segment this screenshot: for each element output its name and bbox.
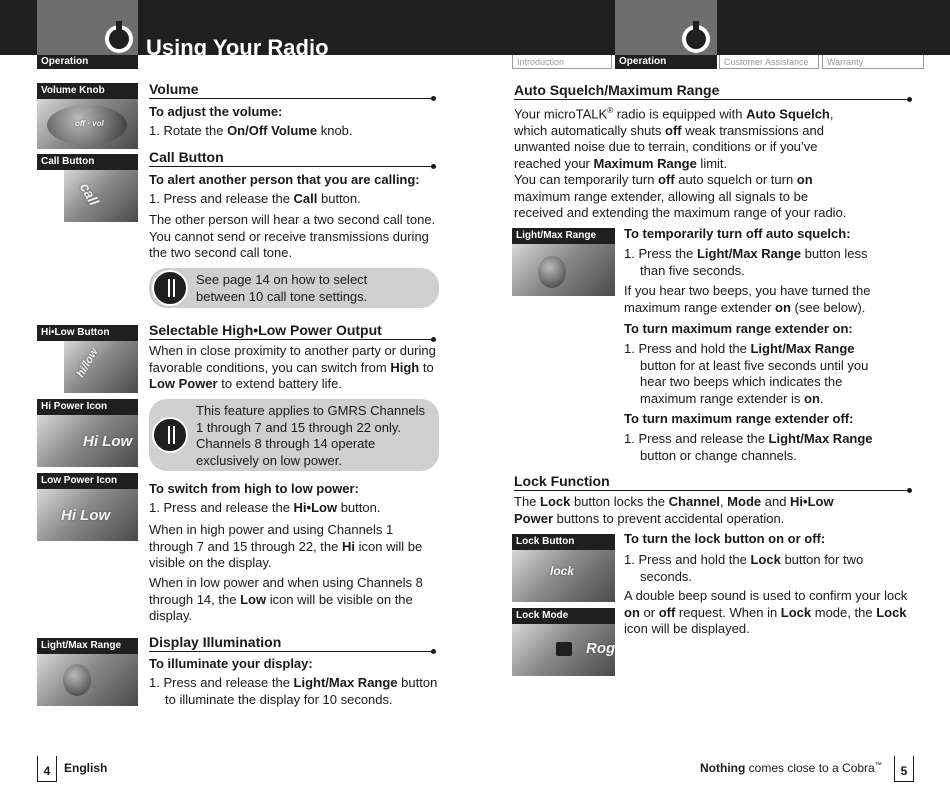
sidebar-label-light-max-range-right: Light/Max Range [512,228,615,244]
volume-subheading: To adjust the volume: [149,104,283,119]
cobra-logo-icon [99,17,139,57]
bulb-icon [63,664,91,696]
call-note: See page 14 on how to select between 10 call tone settings. [149,268,439,308]
power-note: This feature applies to GMRS Channels 1 through 7 and 15 through 22 only. Channels 8 through 14 operate exclusively on low power. [149,399,439,471]
squelch-step-2: 1. Press and hold the Light/Max Range button for at least five seconds until you hear two beeps which indicates the maximum range extender is on. [624,341,869,406]
squelch-step-1: 1. Press the Light/Max Range button less than five seconds. [624,246,868,278]
call-paragraph: The other person will hear a two second call tone. You cannot send or receive transmissions during the two second call tone. [149,212,436,260]
lock-step-1: 1. Press and hold the Lock button for two seconds. [624,552,864,584]
lock-paragraph-1: The Lock button locks the Channel, Mode and Hi•Low Power buttons to prevent accidental operation. [514,494,834,526]
low-power-icon-image: Hi Low [37,489,138,541]
sidebar-label-hilow-button: Hi•Low Button [37,325,138,341]
sidebar-label-hi-power-icon: Hi Power Icon [37,399,138,415]
page-number-left: 4 [37,756,57,782]
section-call-button-heading: Call Button [149,149,434,167]
footer-tagline: Nothing comes close to a Cobra™ [700,761,882,775]
volume-step-1: 1. Rotate the On/Off Volume knob. [149,123,353,138]
sidebar-label-call-button: Call Button [37,154,138,170]
bulb-icon [538,256,566,288]
sidebar-label-volume-knob: Volume Knob [37,83,138,99]
tab-introduction[interactable]: Introduction [512,55,612,69]
hi-power-icon-image: Hi Low [37,415,138,467]
sidebar-label-lock-mode: Lock Mode [512,608,615,624]
squelch-paragraph-3: If you hear two beeps, you have turned the maximum range extender on (see below). [624,283,871,315]
sidebar-label-low-power-icon: Low Power Icon [37,473,138,489]
lock-icon [556,642,572,656]
light-max-range-image-right [512,244,615,296]
squelch-step-3: 1. Press and release the Light/Max Range button or change channels. [624,431,873,463]
tab-warranty[interactable]: Warranty [822,55,924,69]
page-number-right: 5 [894,756,914,782]
light-max-range-image [37,654,138,706]
operation-tab-label: Operation [37,55,138,69]
power-paragraph-2: When in high power and using Channels 1 through 7 and 15 through 22, the Hi icon will be visible on the display. [149,522,423,570]
section-power-heading: Selectable High•Low Power Output [149,322,434,340]
lock-paragraph-2: A double beep sound is used to confirm your lock on or off request. When in Lock mode, the Lock icon will be displayed. [624,588,908,636]
section-volume-heading: Volume [149,81,434,99]
squelch-subheading-2: To turn maximum range extender on: [624,321,853,336]
display-step-1: 1. Press and release the Light/Max Range button to illuminate the display for 10 seconds. [149,675,438,707]
section-display-heading: Display Illumination [149,634,434,652]
section-squelch-heading: Auto Squelch/Maximum Range [514,82,910,100]
volume-knob-image: off · vol [37,99,138,149]
info-icon [152,417,188,453]
lock-mode-image: Rog [512,624,615,676]
lock-button-image: lock [512,550,615,602]
operation-tab-right-label: Operation [615,55,717,69]
section-lock-heading: Lock Function [514,473,910,491]
display-subheading: To illuminate your display: [149,656,313,671]
cobra-logo-icon-right [676,17,716,57]
page-title: Using Your Radio [146,35,329,60]
footer-language: English [64,761,108,775]
squelch-subheading-3: To turn maximum range extender off: [624,411,854,426]
squelch-subheading-1: To temporarily turn off auto squelch: [624,226,851,241]
sidebar-label-lock-button: Lock Button [512,534,615,550]
hilow-button-image: hi/low [64,341,138,393]
sidebar-label-light-max-range: Light/Max Range [37,638,138,654]
call-button-image: call [64,170,138,222]
lock-subheading: To turn the lock button on or off: [624,531,826,546]
call-step-1: 1. Press and release the Call button. [149,191,361,206]
squelch-paragraph-1: Your microTALK® radio is equipped with Auto Squelch, which automatically shuts off weak transmissions and unwanted noise due to terrain, conditions or if you’ve reached your Maximum Range limit. [514,106,834,171]
power-paragraph-3: When in low power and when using Channels 8 through 14, the Low icon will be visible on the display. [149,575,423,623]
power-paragraph: When in close proximity to another party or during favorable conditions, you can switch from High to Low Power to extend battery life. [149,343,436,391]
info-icon [152,270,188,306]
power-step-1: 1. Press and release the Hi•Low button. [149,500,381,515]
tab-customer-assistance[interactable]: Customer Assistance [719,55,819,69]
call-subheading: To alert another person that you are calling: [149,172,420,187]
squelch-paragraph-2: You can temporarily turn off auto squelch or turn on maximum range extender, allowing all signals to be received and extending the maximum range of your radio. [514,172,847,220]
power-subheading: To switch from high to low power: [149,481,359,496]
